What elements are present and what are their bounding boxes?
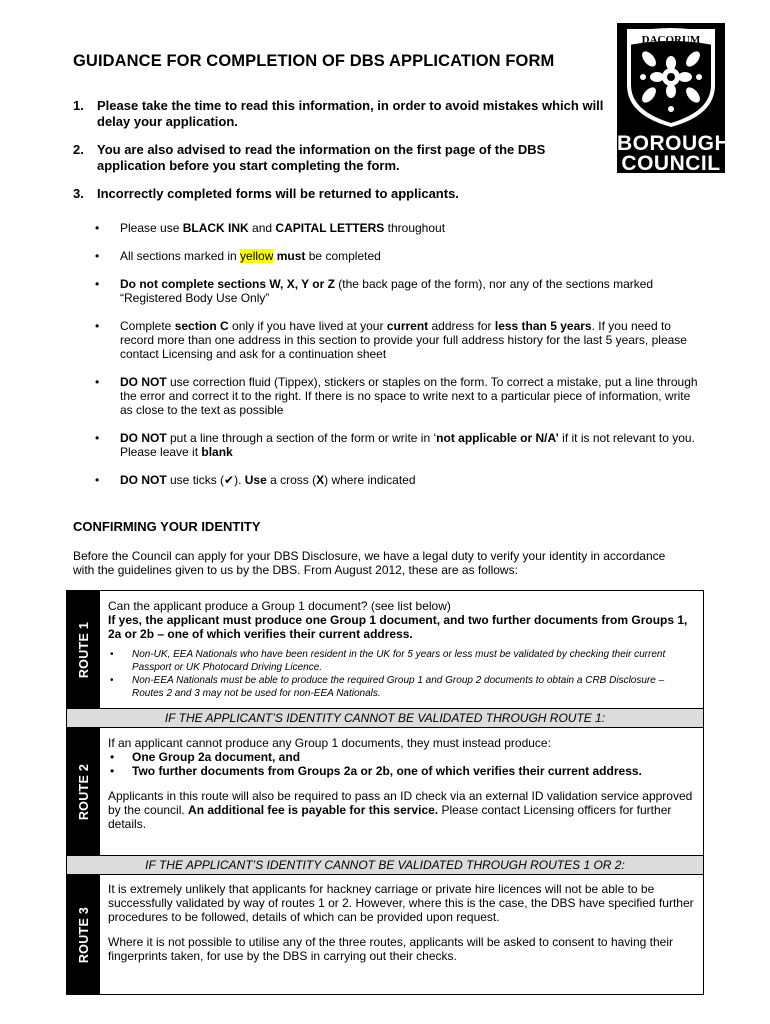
logo-line-2: COUNCIL	[621, 152, 721, 175]
route-2-item: • One Group 2a document, and	[108, 750, 697, 764]
numbered-item: 3. Incorrectly completed forms will be returned to applicants.	[73, 186, 459, 201]
numbered-item: 2. You are also advised to read the information on the first page of the DBS application before you start completing the form.	[73, 142, 546, 173]
route-2-items	[108, 750, 697, 778]
numbered-list	[73, 98, 613, 202]
instruction-bullets	[95, 221, 705, 501]
route-1-body	[108, 591, 703, 700]
bullet-item: • DO NOT use correction fluid (Tippex), stickers or staples on the form. To correct a mistake, put a line through the error and correct it to the right. If there is no space to write next to a particular piece of information, write as close to the text as possible	[95, 375, 705, 417]
route-1-answer: If yes, the applicant must produce one Group 1 document, and two further documents from Groups 1, 2a or 2b – one of which verifies their current address.	[108, 613, 688, 641]
route-2-row	[67, 728, 703, 855]
bullet-item: • Do not complete sections W, X, Y or Z (the back page of the form), nor any of the sections marked “Registered Body Use Only”	[95, 277, 705, 305]
route-2-body	[108, 728, 703, 831]
bullet-item: • All sections marked in yellow must be completed	[95, 249, 705, 263]
bullet-item: • DO NOT use ticks (✔). Use a cross (X) where indicated	[95, 473, 705, 487]
route-1-notes	[108, 649, 697, 700]
route-2-intro: If an applicant cannot produce any Group 1 documents, they must instead produce:	[108, 736, 551, 750]
route-divider-2: IF THE APPLICANT’S IDENTITY CANNOT BE VALIDATED THROUGH ROUTES 1 OR 2:	[67, 855, 703, 875]
route-3-body	[108, 875, 703, 963]
route-1-note: • Non-UK, EEA Nationals who have been resident in the UK for 5 years or less must be validated by checking their current Passport or UK Photocard Driving Licence.	[108, 649, 697, 674]
page-title: GUIDANCE FOR COMPLETION OF DBS APPLICATION FORM	[73, 52, 555, 70]
bullet-item: • Please use BLACK INK and CAPITAL LETTERS throughout	[95, 221, 705, 235]
route-3-row	[67, 875, 703, 994]
yellow-highlight: yellow	[240, 249, 274, 263]
route-3-label: ROUTE 3	[67, 875, 100, 994]
crest-icon	[621, 27, 721, 129]
section-heading: CONFIRMING YOUR IDENTITY	[73, 519, 261, 534]
route-1-note: • Non-EEA Nationals must be able to produce the required Group 1 and Group 2 documents to obtain a CRB Disclosure – Routes 2 and 3 may not be used for non-EEA Nationals.	[108, 675, 697, 700]
route-2-item: • Two further documents from Groups 2a or 2b, one of which verifies their current address.	[108, 764, 697, 778]
route-1-row	[67, 591, 703, 708]
identity-intro: Before the Council can apply for your DBS Disclosure, we have a legal duty to verify your identity in accordance with the guidelines given to us by the DBS. From August 2012, these are as follows:	[73, 549, 666, 577]
council-logo	[617, 23, 731, 175]
bullet-item: • Complete section C only if you have lived at your current address for less than 5 years. If you need to record more than one address in this section to provide your full address history for the last 5 years, please contact Licensing and ask for a continuation sheet	[95, 319, 705, 361]
route-1-question: Can the applicant produce a Group 1 document? (see list below)	[108, 599, 451, 613]
route-3-text: It is extremely unlikely that applicants for hackney carriage or private hire licences will not be able to be successfully validated by way of routes 1 or 2. However, where this is the case, the DBS have specified further procedures to be followed, details of which can be provided upon request.	[108, 882, 694, 924]
route-3-text: Where it is not possible to utilise any of the three routes, applicants will be asked to consent to having their fingerprints taken, for use by the DBS in carrying out their checks.	[108, 935, 673, 963]
routes-table	[66, 590, 704, 995]
bullet-item: • DO NOT put a line through a section of the form or write in ‘not applicable or N/A’ if it is not relevant to you. Please leave it blank	[95, 431, 705, 459]
logo-top-text: DACORUM	[641, 34, 701, 46]
route-2-text: Applicants in this route will also be required to pass an ID check via an external ID validation service approved by the council. An additional fee is payable for this service. Please contact Licensing officers for further details.	[108, 789, 693, 831]
numbered-item: 1. Please take the time to read this information, in order to avoid mistakes which will delay your application.	[73, 98, 604, 129]
route-2-label: ROUTE 2	[67, 728, 100, 855]
route-1-label: ROUTE 1	[67, 591, 100, 708]
route-divider-1: IF THE APPLICANT’S IDENTITY CANNOT BE VALIDATED THROUGH ROUTE 1:	[67, 708, 703, 728]
logo-line-1: BOROUGH	[617, 132, 731, 155]
